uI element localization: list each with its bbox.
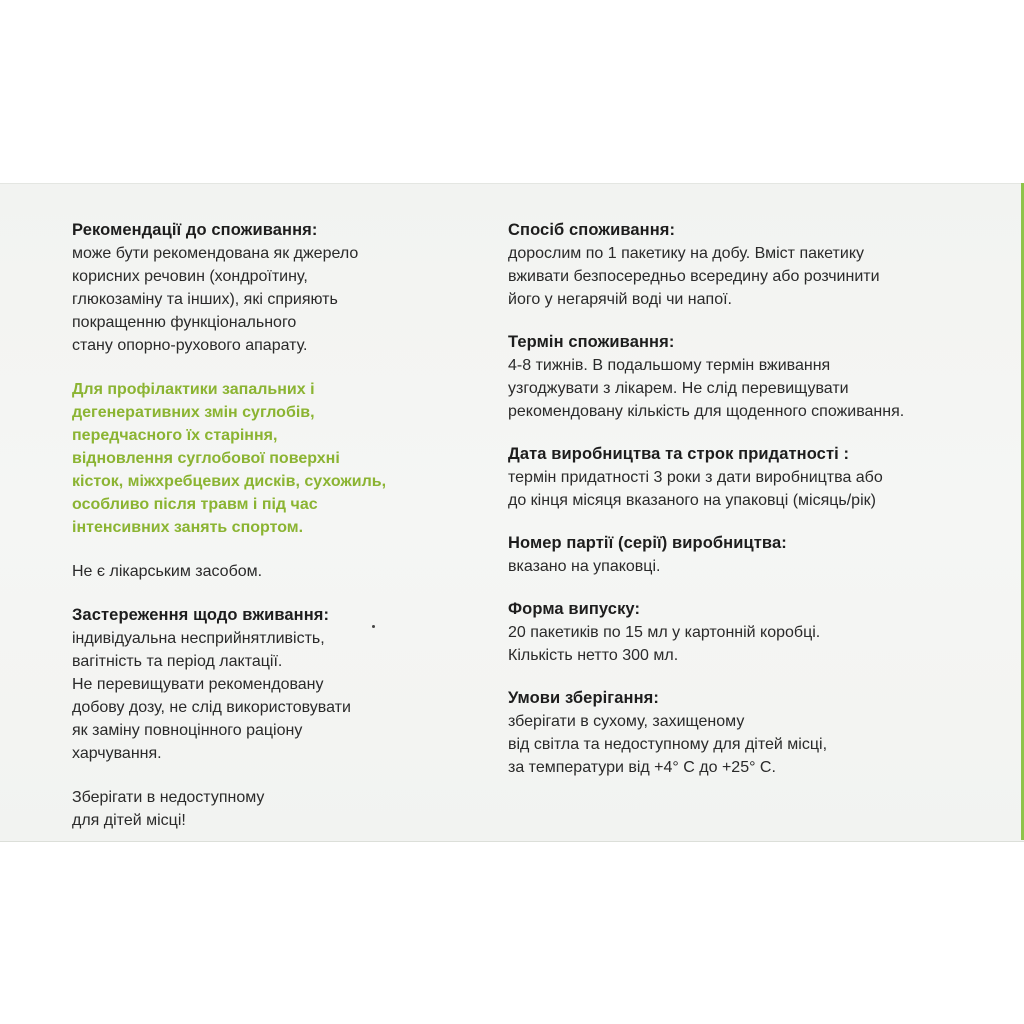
text-line: Не перевищувати рекомендовану	[72, 676, 324, 693]
recommendations-text	[72, 242, 472, 357]
text-line: може бути рекомендована як джерело	[72, 245, 359, 262]
release-form-text	[508, 621, 978, 667]
text-line: 4-8 тижнів. В подальшому термін вживання	[508, 357, 831, 374]
print-speck	[372, 625, 375, 628]
storage-title: Умови зберігання:	[508, 689, 660, 707]
text-line: 20 пакетиків по 15 мл у картонній коробці.	[508, 624, 821, 641]
not-medicine-note: Не є лікарським засобом.	[72, 563, 263, 580]
text-line: узгоджувати з лікарем. Не слід перевищувати	[508, 380, 849, 397]
text-line: його у негарячій воді чи напої.	[508, 291, 732, 308]
text-line: Зберігати в недоступному	[72, 789, 265, 806]
warnings-title: Застереження щодо вживання:	[72, 606, 330, 624]
production-date-text	[508, 466, 978, 512]
usage-text	[508, 242, 978, 311]
warnings-section	[72, 604, 472, 765]
highlight-line: відновлення суглобової поверхні	[72, 450, 340, 467]
highlight-line: Для профілактики запальних і	[72, 381, 315, 398]
text-line: вживати безпосередньо всередину або розчинити	[508, 268, 880, 285]
left-column	[72, 219, 472, 832]
text-line: для дітей місці!	[72, 812, 186, 829]
batch-text	[508, 555, 978, 578]
text-line: індивідуальна несприйнятливість,	[72, 630, 325, 647]
term-text	[508, 354, 978, 423]
text-line: вказано на упаковці.	[508, 558, 661, 575]
right-column	[508, 219, 978, 779]
release-form-title: Форма випуску:	[508, 600, 641, 618]
text-line: дорослим по 1 пакетику на добу. Вміст пакетику	[508, 245, 864, 262]
text-line: як заміну повноцінного раціону	[72, 722, 303, 739]
production-date-section	[508, 443, 978, 512]
usage-title: Спосіб споживання:	[508, 221, 676, 239]
term-title: Термін споживання:	[508, 333, 675, 351]
text-line: покращенню функціонального	[72, 314, 297, 331]
text-line: корисних речовин (хондроїтину,	[72, 268, 308, 285]
batch-title: Номер партії (серії) виробництва:	[508, 534, 787, 552]
production-date-title: Дата виробництва та строк придатності :	[508, 445, 850, 463]
text-line: за температури від +4° С до +25° С.	[508, 759, 776, 776]
text-line: стану опорно-рухового апарату.	[72, 337, 308, 354]
text-line: термін придатності 3 роки з дати виробництва або	[508, 469, 883, 486]
recommendations-section	[72, 219, 472, 357]
term-section	[508, 331, 978, 423]
highlight-line: інтенсивних занять спортом.	[72, 519, 304, 536]
text-line: вагітність та період лактації.	[72, 653, 283, 670]
text-line: глюкозаміну та інших), які сприяють	[72, 291, 338, 308]
keep-away-note	[72, 786, 472, 832]
highlight-line: дегенеративних змін суглобів,	[72, 404, 315, 421]
highlight-line: кісток, міжхребцевих дисків, сухожиль,	[72, 473, 387, 490]
storage-text	[508, 710, 978, 779]
text-line: добову дозу, не слід використовувати	[72, 699, 351, 716]
batch-section	[508, 532, 978, 578]
highlight-line: передчасного їх старіння,	[72, 427, 278, 444]
text-line: Кількість нетто 300 мл.	[508, 647, 679, 664]
highlight-line: особливо після травм і під час	[72, 496, 318, 513]
release-form-section	[508, 598, 978, 667]
text-line: до кінця місяця вказаного на упаковці (місяць/рік)	[508, 492, 876, 509]
prevention-highlight	[72, 378, 472, 539]
text-line: від світла та недоступному для дітей місці,	[508, 736, 828, 753]
usage-section	[508, 219, 978, 311]
text-line: зберігати в сухому, захищеному	[508, 713, 745, 730]
text-line: харчування.	[72, 745, 162, 762]
recommendations-title: Рекомендації до споживання:	[72, 221, 318, 239]
text-line: рекомендовану кількість для щоденного споживання.	[508, 403, 905, 420]
warnings-text	[72, 627, 472, 765]
storage-section	[508, 687, 978, 779]
